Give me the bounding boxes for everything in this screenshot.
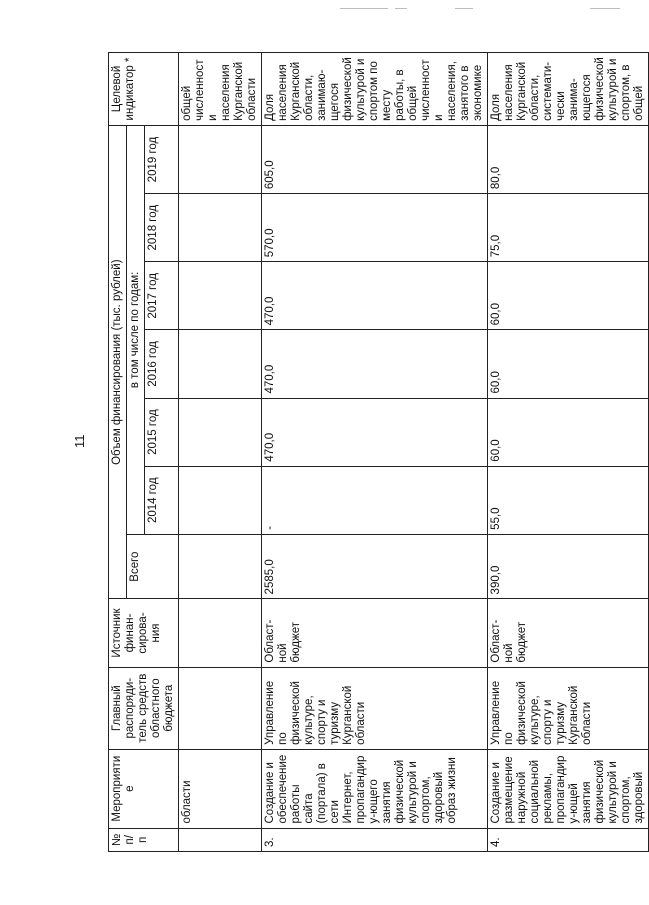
cell-value [179, 262, 262, 330]
cell-value: 75,0 [488, 194, 649, 262]
cell-value [179, 466, 262, 534]
cell-indicator: общей численности населения Курганской области [179, 53, 262, 126]
cell-num [179, 828, 262, 851]
cell-value: 55,0 [488, 466, 649, 534]
cell-value: 60,0 [488, 398, 649, 466]
header-row-1 [109, 53, 127, 852]
cell-indicator: Доля населения Курганской области, системати-чески занима-ющегося физической культурой и спортом, в общей [488, 53, 649, 126]
cell-num: 3. [262, 828, 488, 851]
header-year: 2016 год [145, 330, 179, 398]
cell-value: 470,0 [262, 398, 488, 466]
cell-source: Област-ной бюджет [262, 599, 488, 667]
header-manager: Главный распоряди-тель средств областного бюджета [109, 667, 179, 749]
cell-event: области [179, 749, 262, 828]
header-year: 2019 год [145, 125, 179, 193]
cell-value: - [262, 466, 488, 534]
cell-total [179, 534, 262, 599]
cell-value: 60,0 [488, 330, 649, 398]
rotated-table-wrapper [108, 52, 645, 852]
header-year: 2018 год [145, 194, 179, 262]
header-source: Источник финан-сирова-ния [109, 599, 179, 667]
scan-artifact [455, 8, 473, 9]
scan-artifact [340, 8, 388, 9]
header-total: Всего [127, 534, 179, 599]
cell-manager: Управление по физической культуре, спорту и туризму Курганской области [262, 667, 488, 749]
cell-manager: Управление по физической культуре, спорту и туризму Курганской области [488, 667, 649, 749]
cell-manager [179, 667, 262, 749]
cell-value: 605,0 [262, 125, 488, 193]
funding-table [108, 52, 649, 852]
header-year: 2015 год [145, 398, 179, 466]
header-by-year: в том числе по годам: [127, 125, 145, 534]
header-funding: Объем финансирования (тыс. рублей) [109, 125, 127, 599]
table-row [262, 53, 488, 852]
page-number: 11 [72, 434, 87, 448]
cell-indicator: Доля населения Курганской области, занимаю-щегося физической культурой и спортом по месту работы, в общей численности населения, занятого в экономике [262, 53, 488, 126]
table-row [488, 53, 649, 852]
header-indicator: Целевой индикатор * [109, 53, 179, 126]
header-event: Мероприятие [109, 749, 179, 828]
cell-num: 4. [488, 828, 649, 851]
cell-value [179, 330, 262, 398]
cell-value [179, 125, 262, 193]
cell-total: 390,0 [488, 534, 649, 599]
cell-event: Создание и размещение наружной социальной рекламы, пропагандиру-ющей занятия физической культурой и спортом, здоровый [488, 749, 649, 828]
cell-source: Област-ной бюджет [488, 599, 649, 667]
cell-value: 570,0 [262, 194, 488, 262]
scan-artifact [590, 8, 620, 9]
cell-value [179, 398, 262, 466]
header-num: № п/п [109, 828, 179, 851]
cell-source [179, 599, 262, 667]
cell-value: 470,0 [262, 262, 488, 330]
cell-value: 470,0 [262, 330, 488, 398]
cell-value [179, 194, 262, 262]
scan-artifact [395, 8, 407, 9]
header-year: 2014 год [145, 466, 179, 534]
table-row [179, 53, 262, 852]
cell-value: 80,0 [488, 125, 649, 193]
cell-value: 60,0 [488, 262, 649, 330]
cell-total: 2585,0 [262, 534, 488, 599]
header-year: 2017 год [145, 262, 179, 330]
cell-event: Создание и обеспечение работы сайта (портала) в сети Интернет, пропагандиру-ющего занятия физической культурой и спортом, здоровый образ жизни [262, 749, 488, 828]
